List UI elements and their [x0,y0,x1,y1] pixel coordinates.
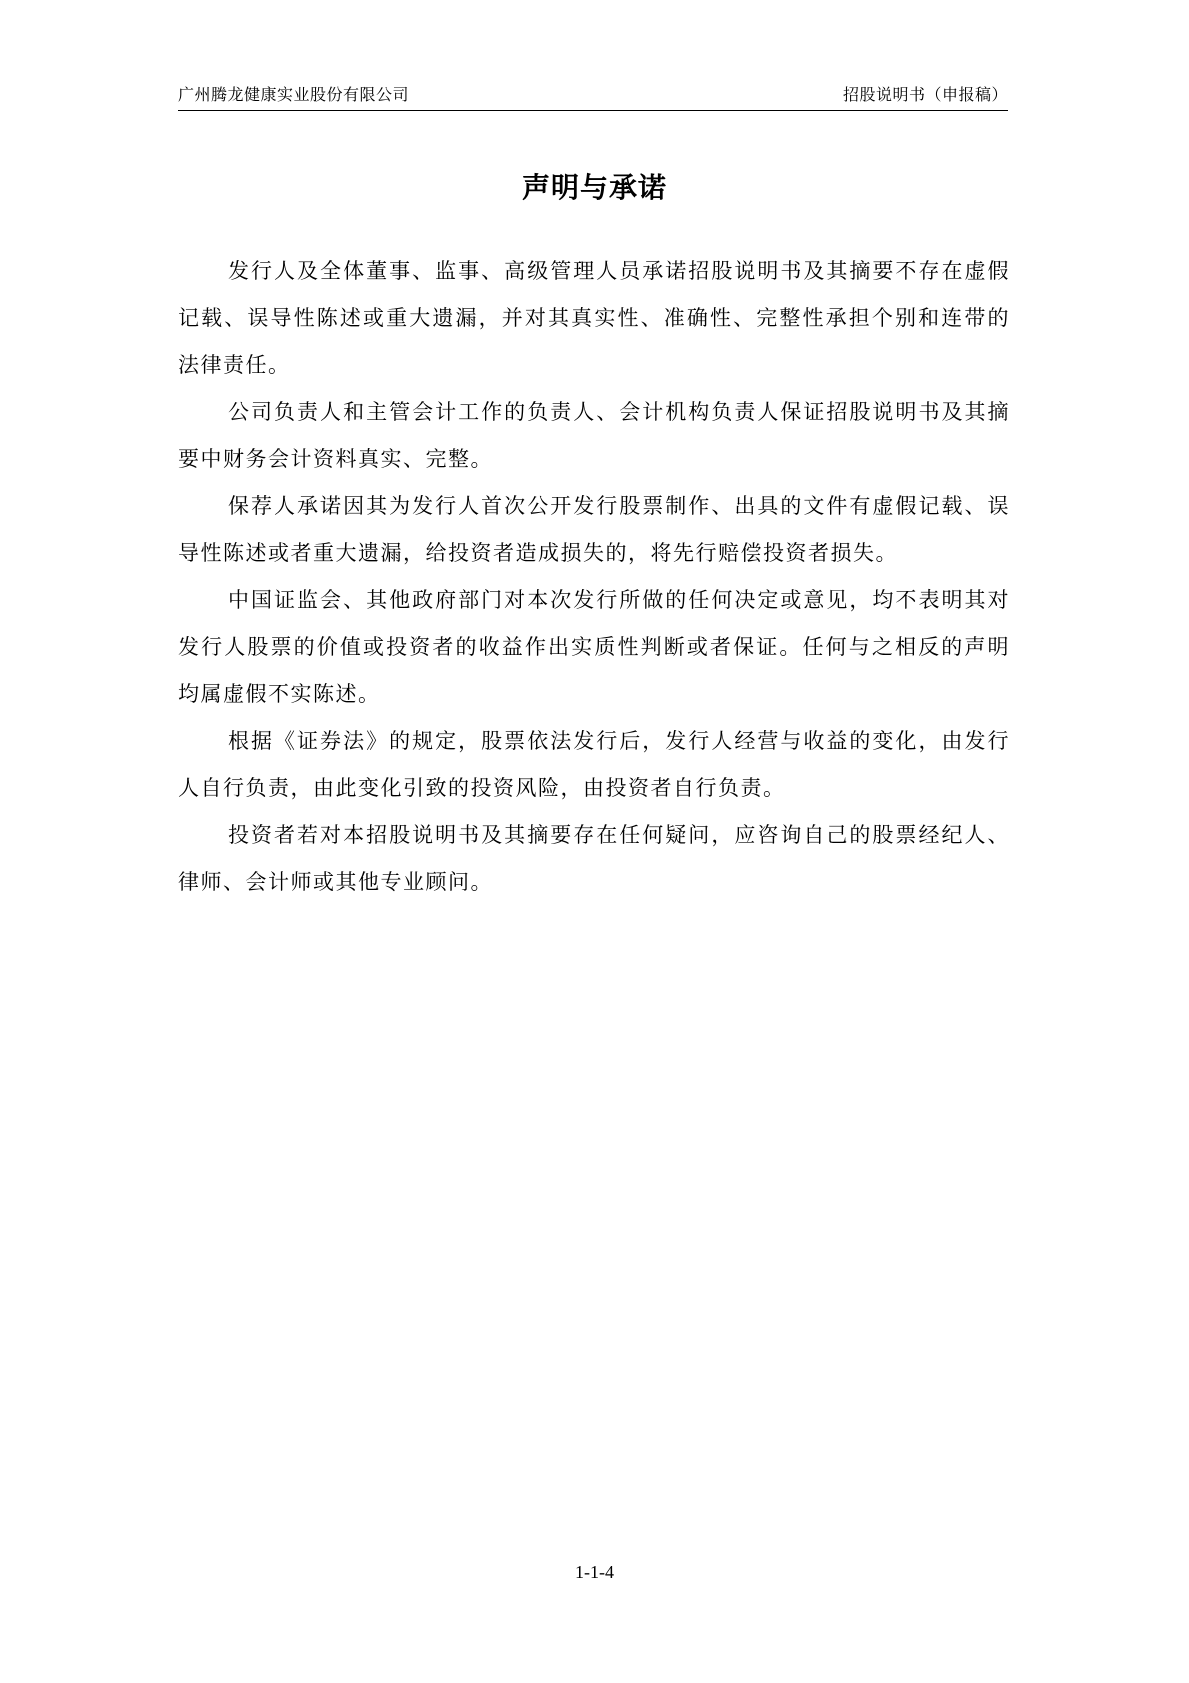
paragraph-csrc-disclaimer: 中国证监会、其他政府部门对本次发行所做的任何决定或意见，均不表明其对发行人股票的价值或投资者的收益作出实质性判断或者保证。任何与之相反的声明均属虚假不实陈述。 [178,588,1010,706]
page-title: 声明与承诺 [521,171,667,204]
header-company-name: 广州腾龙健康实业股份有限公司 [178,85,410,104]
paragraph-investor-advice: 投资者若对本招股说明书及其摘要存在任何疑问，应咨询自己的股票经纪人、律师、会计师或其他专业顾问。 [178,823,1010,894]
document-body [178,248,1010,906]
header-document-type: 招股说明书（申报稿） [842,85,1008,104]
page-number: 1-1-4 [575,1562,614,1582]
paragraph-sponsor-commitment: 保荐人承诺因其为发行人首次公开发行股票制作、出具的文件有虚假记载、误导性陈述或者重大遗漏，给投资者造成损失的，将先行赔偿投资者损失。 [178,494,1010,565]
paragraph-financial-guarantee: 公司负责人和主管会计工作的负责人、会计机构负责人保证招股说明书及其摘要中财务会计资料真实、完整。 [178,400,1010,471]
paragraph-securities-law: 根据《证券法》的规定，股票依法发行后，发行人经营与收益的变化，由发行人自行负责，由此变化引致的投资风险，由投资者自行负责。 [178,729,1010,800]
page-header [178,84,1008,111]
paragraph-issuer-commitment: 发行人及全体董事、监事、高级管理人员承诺招股说明书及其摘要不存在虚假记载、误导性陈述或重大遗漏，并对其真实性、准确性、完整性承担个别和连带的法律责任。 [178,259,1010,377]
